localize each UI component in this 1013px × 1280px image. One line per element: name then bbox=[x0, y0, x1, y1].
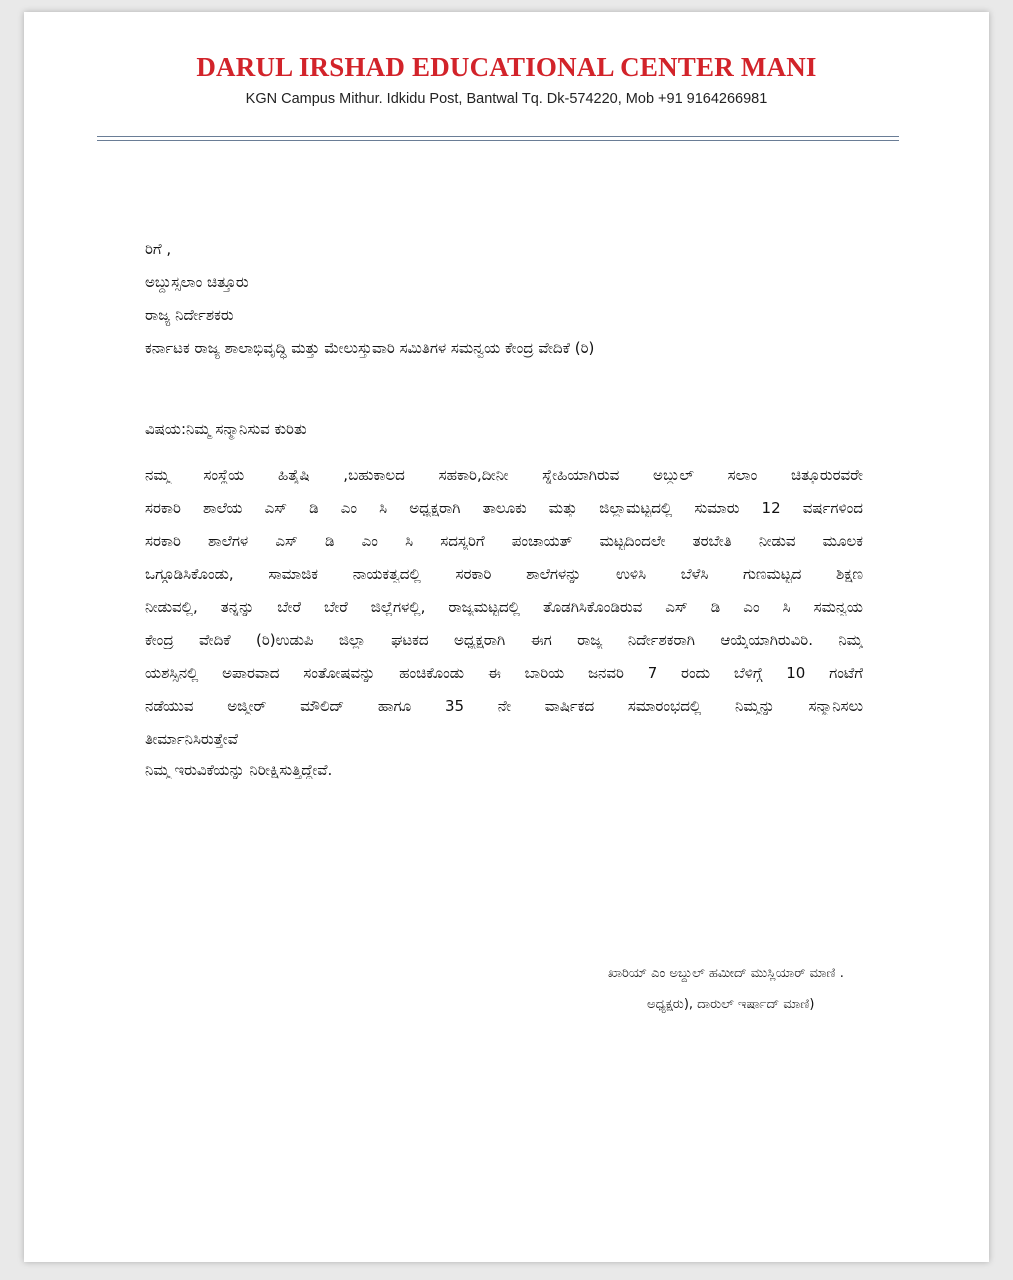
body-line: ಯಶಸ್ಸಿನಲ್ಲಿ ಅಪಾರವಾದ ಸಂತೋಷವನ್ನು ಹಂಚಿಕೊಂಡು ಈ ಬಾರಿಯ ಜನವರಿ 7 ರಂದು ಬೆಳಿಗ್ಗೆ 10 ಗಂಟೆಗೆ bbox=[145, 664, 863, 682]
signature-designation: ಅಧ್ಯಕ್ಷರು), ದಾರುಲ್ ಇರ್ಷಾದ್ ಮಾಣಿ) bbox=[647, 997, 815, 1012]
recipient-name: ಅಬ್ದುಸ್ಸಲಾಂ ಚಿತ್ತೂರು bbox=[145, 273, 249, 291]
header-divider bbox=[97, 136, 899, 137]
closing-line: ನಿಮ್ಮ ಇರುವಿಕೆಯನ್ನು ನಿರೀಕ್ಷಿಸುತ್ತಿದ್ದೇವೆ. bbox=[145, 761, 333, 779]
recipient-salutation: ರಿಗೆ , bbox=[145, 240, 172, 258]
header-divider-second bbox=[97, 140, 899, 141]
body-line: ನಮ್ಮ ಸಂಸ್ಥೆಯ ಹಿತೈಷಿ ,ಬಹುಕಾಲದ ಸಹಕಾರಿ,ದೀನೀ ಸ್ನೇಹಿಯಾಗಿರುವ ಅಬ್ದುಲ್ ಸಲಾಂ ಚಿತ್ತೂರುರವರೇ bbox=[145, 466, 863, 484]
body-line: ನಡೆಯುವ ಅಜ್ಮೀರ್ ಮೌಲಿದ್ ಹಾಗೂ 35 ನೇ ವಾರ್ಷಿಕದ ಸಮಾರಂಭದಲ್ಲಿ ನಿಮ್ಮನ್ನು ಸನ್ಮಾನಿಸಲು bbox=[145, 697, 863, 715]
letter-subject: ವಿಷಯ:ನಿಮ್ಮ ಸನ್ಮಾನಿಸುವ ಕುರಿತು bbox=[145, 420, 307, 438]
body-line: ಕೇಂದ್ರ ವೇದಿಕೆ (ರಿ)ಉಡುಪಿ ಜಿಲ್ಲಾ ಘಟಕದ ಅಧ್ಯಕ್ಷರಾಗಿ ಈಗ ರಾಜ್ಯ ನಿರ್ದೇಶಕರಾಗಿ ಆಯ್ಕೆಯಾಗಿರುವಿರಿ. ನಿಮ್ಮ bbox=[145, 631, 863, 649]
body-line: ಸರಕಾರಿ ಶಾಲೆಗಳ ಎಸ್ ಡಿ ಎಂ ಸಿ ಸದಸ್ಯರಿಗೆ ಪಂಚಾಯತ್ ಮಟ್ಟದಿಂದಲೇ ತರಬೇತಿ ನೀಡುವ ಮೂಲಕ bbox=[145, 532, 863, 550]
org-name: DARUL IRSHAD EDUCATIONAL CENTER MANI bbox=[196, 52, 817, 82]
letter-page bbox=[24, 12, 989, 1262]
recipient-designation: ರಾಜ್ಯ ನಿರ್ದೇಶಕರು bbox=[145, 306, 234, 324]
body-line: ನೀಡುವಲ್ಲಿ, ತನ್ನನ್ನು ಬೇರೆ ಬೇರೆ ಜಿಲ್ಲೆಗಳಲ್ಲಿ, ರಾಜ್ಯಮಟ್ಟದಲ್ಲಿ ತೊಡಗಿಸಿಕೊಂಡಿರುವ ಎಸ್ ಡಿ ಎಂ ಸಿ ಸಮನ್ವಯ bbox=[145, 598, 863, 616]
org-address: KGN Campus Mithur. Idkidu Post, Bantwal Tq. Dk-574220, Mob +91 9164266981 bbox=[245, 91, 768, 107]
recipient-organization: ಕರ್ನಾಟಕ ರಾಜ್ಯ ಶಾಲಾಭಿವೃದ್ಧಿ ಮತ್ತು ಮೇಲುಸ್ತುವಾರಿ ಸಮಿತಿಗಳ ಸಮನ್ವಯ ಕೇಂದ್ರ ವೇದಿಕೆ (ರಿ) bbox=[145, 339, 595, 357]
signature-name: ಖಾರಿಯ್ ಎಂ ಅಬ್ದುಲ್ ಹಮೀದ್ ಮುಸ್ಲಿಯಾರ್ ಮಾಣಿ . bbox=[608, 966, 844, 981]
body-line: ಸರಕಾರಿ ಶಾಲೆಯ ಎಸ್ ಡಿ ಎಂ ಸಿ ಅಧ್ಯಕ್ಷರಾಗಿ ತಾಲೂಕು ಮತ್ತು ಜಿಲ್ಲಾಮಟ್ಟದಲ್ಲಿ ಸುಮಾರು 12 ವರ್ಷಗಳಿಂದ bbox=[145, 499, 863, 517]
body-line: ಒಗ್ಗೂಡಿಸಿಕೊಂಡು, ಸಾಮಾಜಿಕ ನಾಯಕತ್ವದಲ್ಲಿ ಸರಕಾರಿ ಶಾಲೆಗಳನ್ನು ಉಳಿಸಿ ಬೆಳೆಸಿ ಗುಣಮಟ್ಟದ ಶಿಕ್ಷಣ bbox=[145, 565, 863, 583]
body-line: ತೀರ್ಮಾನಿಸಿರುತ್ತೇವೆ bbox=[145, 730, 238, 748]
